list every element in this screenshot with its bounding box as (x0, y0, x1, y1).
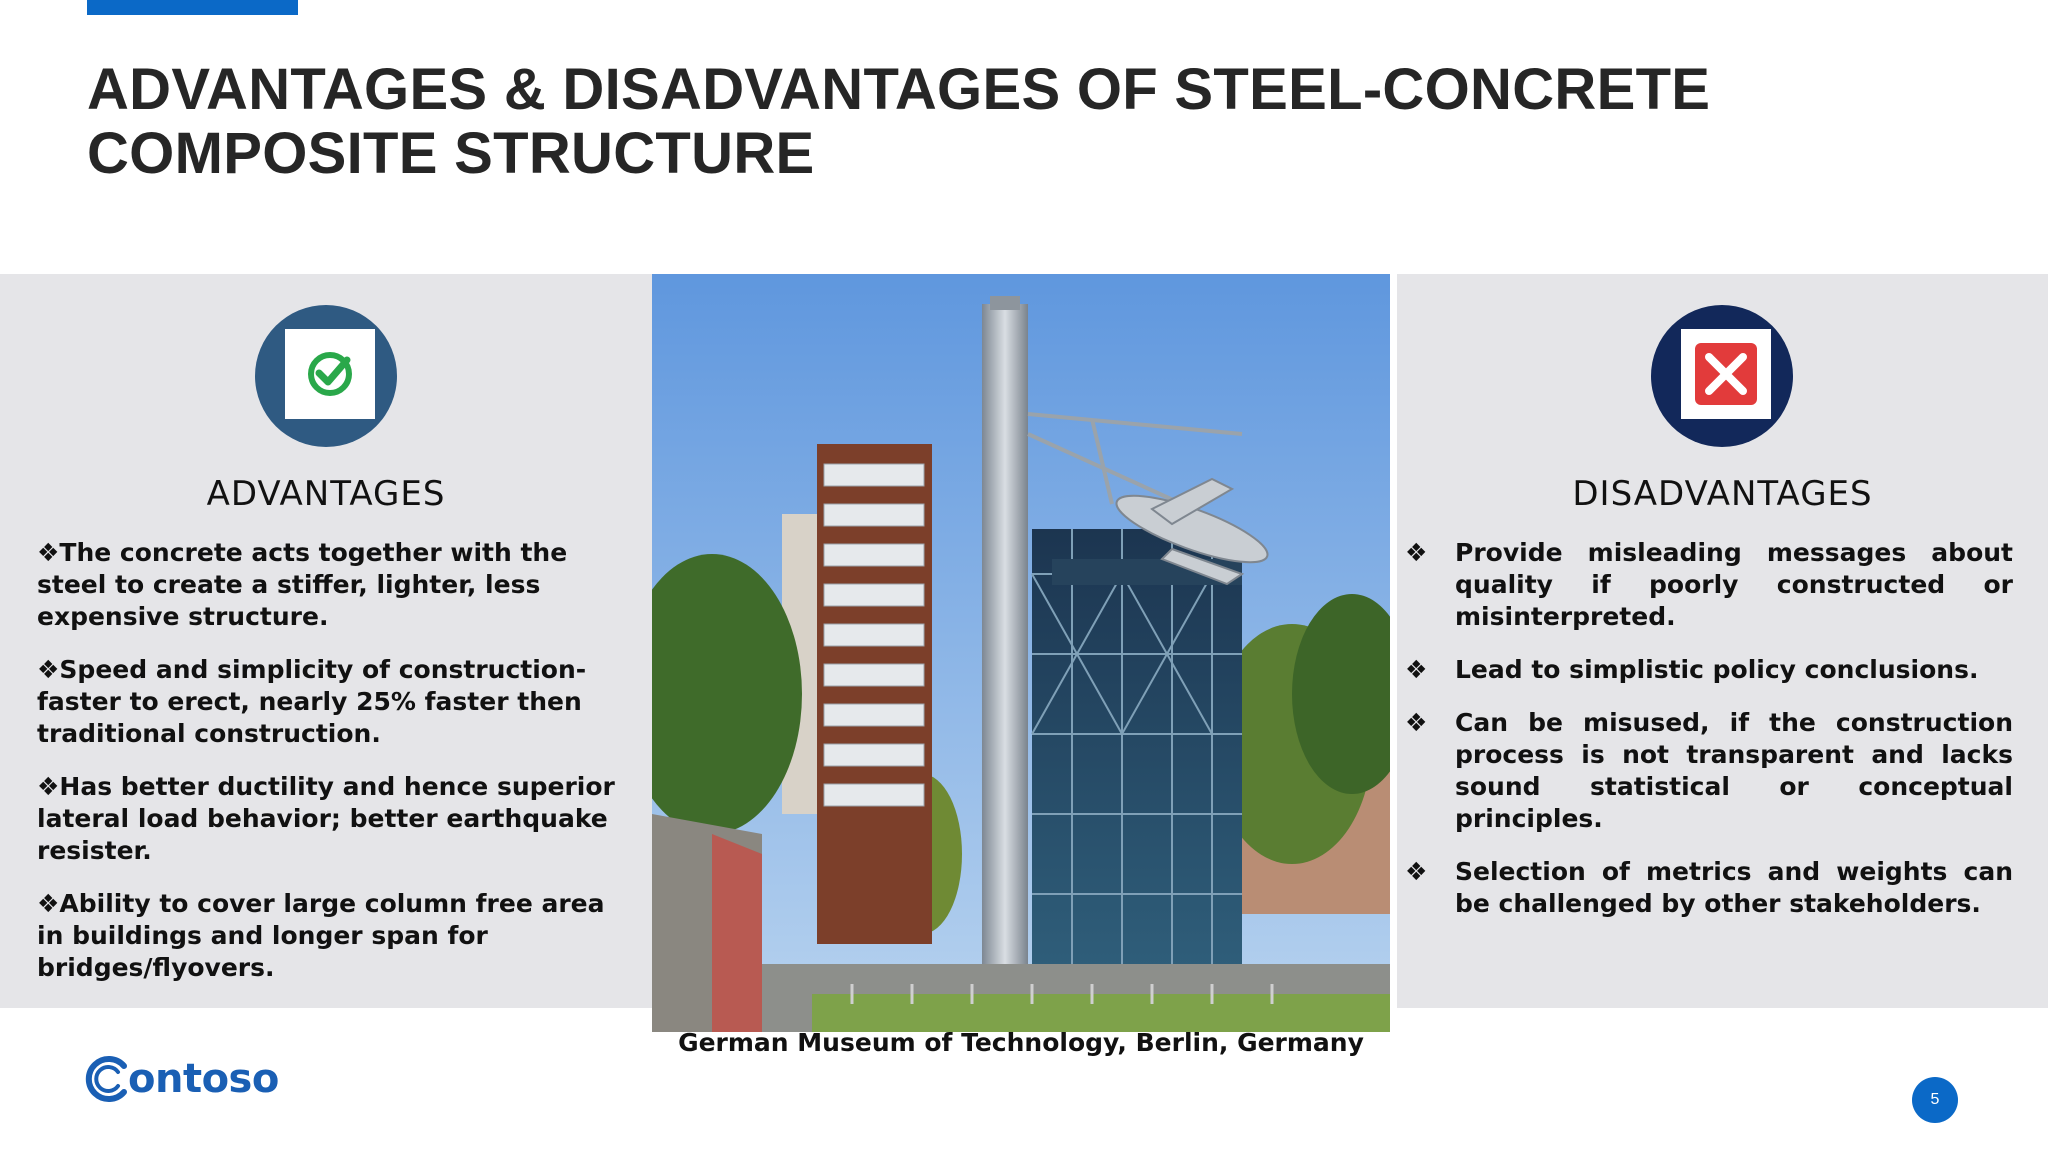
logo-text: ontoso (128, 1056, 279, 1102)
advantage-item: ❖Has better ductility and hence superior lateral load behavior; better earthquake resister. (37, 772, 615, 865)
page-number-badge: 5 (1912, 1077, 1958, 1123)
contoso-logo (84, 1054, 279, 1104)
check-icon (285, 329, 375, 419)
photo-caption: German Museum of Technology, Berlin, Germany (678, 1028, 1364, 1057)
disadvantage-text: Provide misleading messages about quality if poorly constructed or misinterpreted. (1455, 538, 2013, 631)
bullet-icon: ❖ (1405, 708, 1428, 737)
disadvantage-text: Can be misused, if the construction process is not transparent and lacks sound statistical or conceptual principles. (1455, 708, 2013, 833)
disadvantages-heading: DISADVANTAGES (1572, 474, 1873, 514)
disadvantage-item (1405, 537, 2013, 633)
bullet-icon: ❖ (1405, 655, 1428, 684)
advantages-badge (255, 305, 397, 447)
advantage-item: ❖Ability to cover large column free area in buildings and longer span for bridges/flyovers. (37, 889, 605, 982)
disadvantage-item (1405, 654, 2013, 686)
museum-photo (652, 274, 1390, 1032)
disadvantage-text: Lead to simplistic policy conclusions. (1455, 655, 1979, 684)
logo-c-icon (84, 1054, 134, 1104)
disadvantage-item (1405, 707, 2013, 835)
slide-title: ADVANTAGES & DISADVANTAGES OF STEEL-CONCRETE COMPOSITE STRUCTURE (87, 57, 1711, 186)
disadvantages-list (1405, 537, 2013, 941)
bullet-icon: ❖ (1405, 857, 1428, 886)
advantage-item: ❖The concrete acts together with the steel to create a stiffer, lighter, less expensive structure. (37, 538, 568, 631)
disadvantages-badge (1651, 305, 1793, 447)
advantage-item: ❖Speed and simplicity of construction- faster to erect, nearly 25% faster then traditional construction. (37, 655, 587, 748)
cross-icon (1681, 329, 1771, 419)
advantages-list (37, 537, 627, 1005)
bullet-icon: ❖ (1405, 538, 1428, 567)
advantages-heading: ADVANTAGES (206, 474, 446, 514)
disadvantage-text: Selection of metrics and weights can be challenged by other stakeholders. (1455, 857, 2013, 918)
disadvantage-item (1405, 856, 2013, 920)
accent-bar (87, 0, 298, 15)
